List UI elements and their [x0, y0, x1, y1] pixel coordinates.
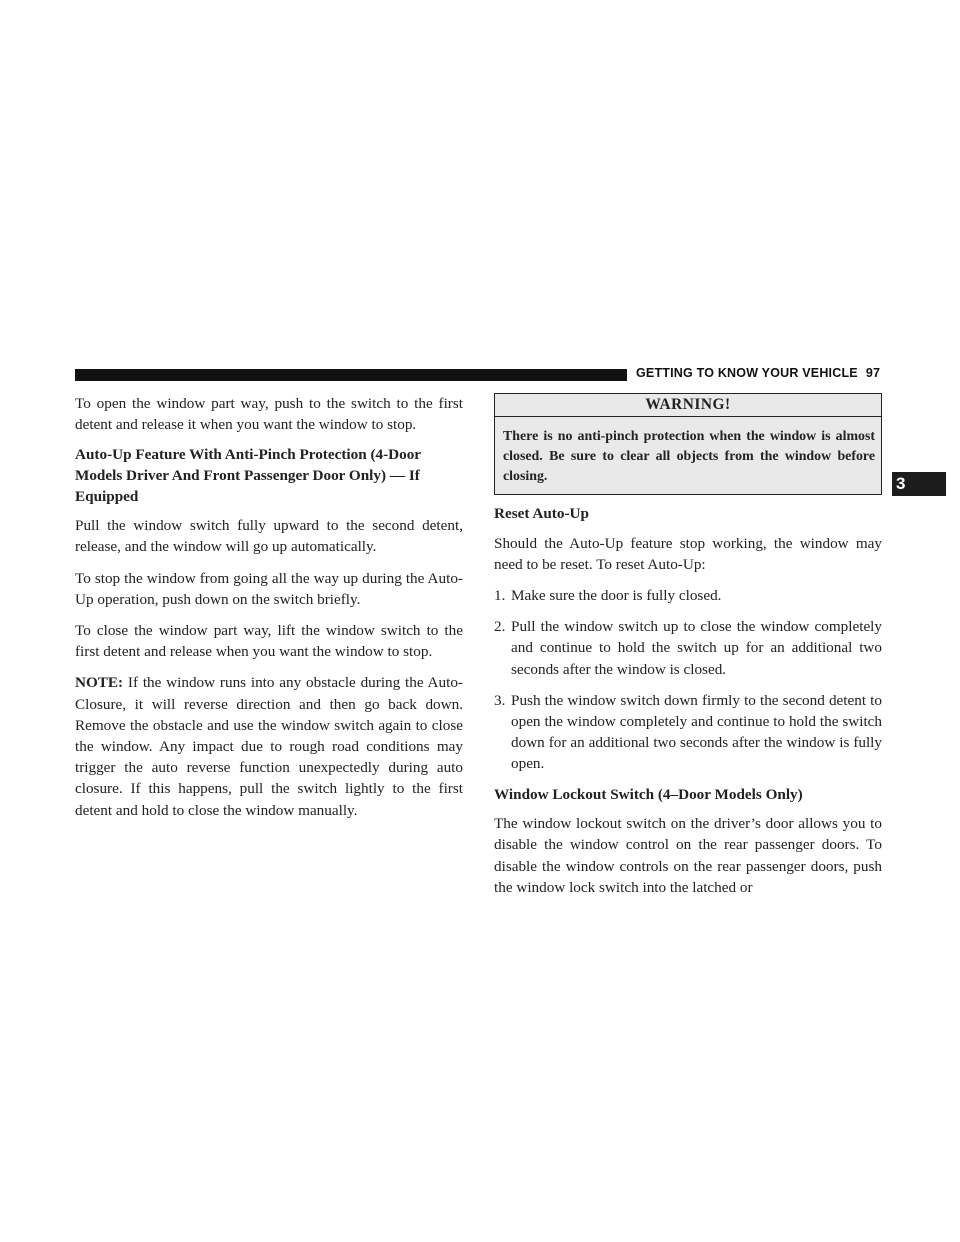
paragraph-reset-intro: Should the Auto-Up feature stop working, the window may need to be reset. To reset Auto-Up:	[494, 534, 882, 573]
note-paragraph	[75, 672, 463, 820]
heading-reset-auto-up: Reset Auto-Up	[494, 505, 589, 522]
step-number: 3.	[494, 691, 506, 709]
step-text: Push the window switch down firmly to the second detent to open the window completely and continue to hold the switch down for an additional two seconds after the window is fully open.	[511, 691, 882, 773]
paragraph-open-partway: To open the window part way, push to the switch to the first detent and release it when you want the window to stop.	[75, 395, 463, 434]
step-number: 2.	[494, 618, 506, 636]
note-label: NOTE:	[75, 674, 124, 692]
paragraph-pull-switch: Pull the window switch fully upward to the second detent, release, and the window will go up automatically.	[75, 517, 463, 556]
section-title: GETTING TO KNOW YOUR VEHICLE	[636, 366, 858, 380]
list-item	[494, 690, 882, 775]
right-column	[494, 393, 882, 908]
warning-text: There is no anti-pinch protection when the window is almost closed. Be sure to clear all objects from the window before closing.	[503, 429, 875, 484]
list-item	[494, 585, 882, 606]
step-number: 1.	[494, 587, 506, 604]
page-number: 97	[865, 366, 881, 380]
header-rule	[75, 369, 627, 381]
chapter-tab: 3	[892, 472, 946, 496]
paragraph-close-partway: To close the window part way, lift the window switch to the first detent and release when you want the window to stop.	[75, 622, 463, 661]
paragraph-stop-window: To stop the window from going all the way up during the Auto-Up operation, push down on the switch briefly.	[75, 569, 463, 608]
heading-auto-up: Auto-Up Feature With Anti-Pinch Protection (4-Door Models Driver And Front Passenger Door Only) — If Equipped	[75, 446, 421, 505]
left-column	[75, 393, 463, 831]
warning-box	[494, 393, 882, 495]
paragraph-lockout: The window lockout switch on the driver’s door allows you to disable the window control on the rear passenger doors. To disable the window controls on the rear passenger doors, push the window lock switch into the latched or	[494, 815, 882, 896]
step-text: Make sure the door is fully closed.	[511, 587, 722, 604]
list-item	[494, 616, 882, 680]
warning-title: WARNING!	[495, 394, 881, 417]
reset-steps-list	[494, 585, 882, 775]
step-text: Pull the window switch up to close the window completely and continue to hold the switch up for an additional two seconds after the window is closed.	[511, 618, 882, 678]
heading-window-lockout: Window Lockout Switch (4–Door Models Only)	[494, 785, 803, 803]
running-header	[636, 366, 886, 380]
note-text: If the window runs into any obstacle during the Auto-Closure, it will reverse direction and then go back down. Remove the obstacle and use the window switch again to close the window. Any impact due to rough road conditions may trigger the auto reverse function unexpectedly during auto closure. If this happens, pull the switch lightly to the first detent and hold to close the window manually.	[75, 674, 463, 819]
